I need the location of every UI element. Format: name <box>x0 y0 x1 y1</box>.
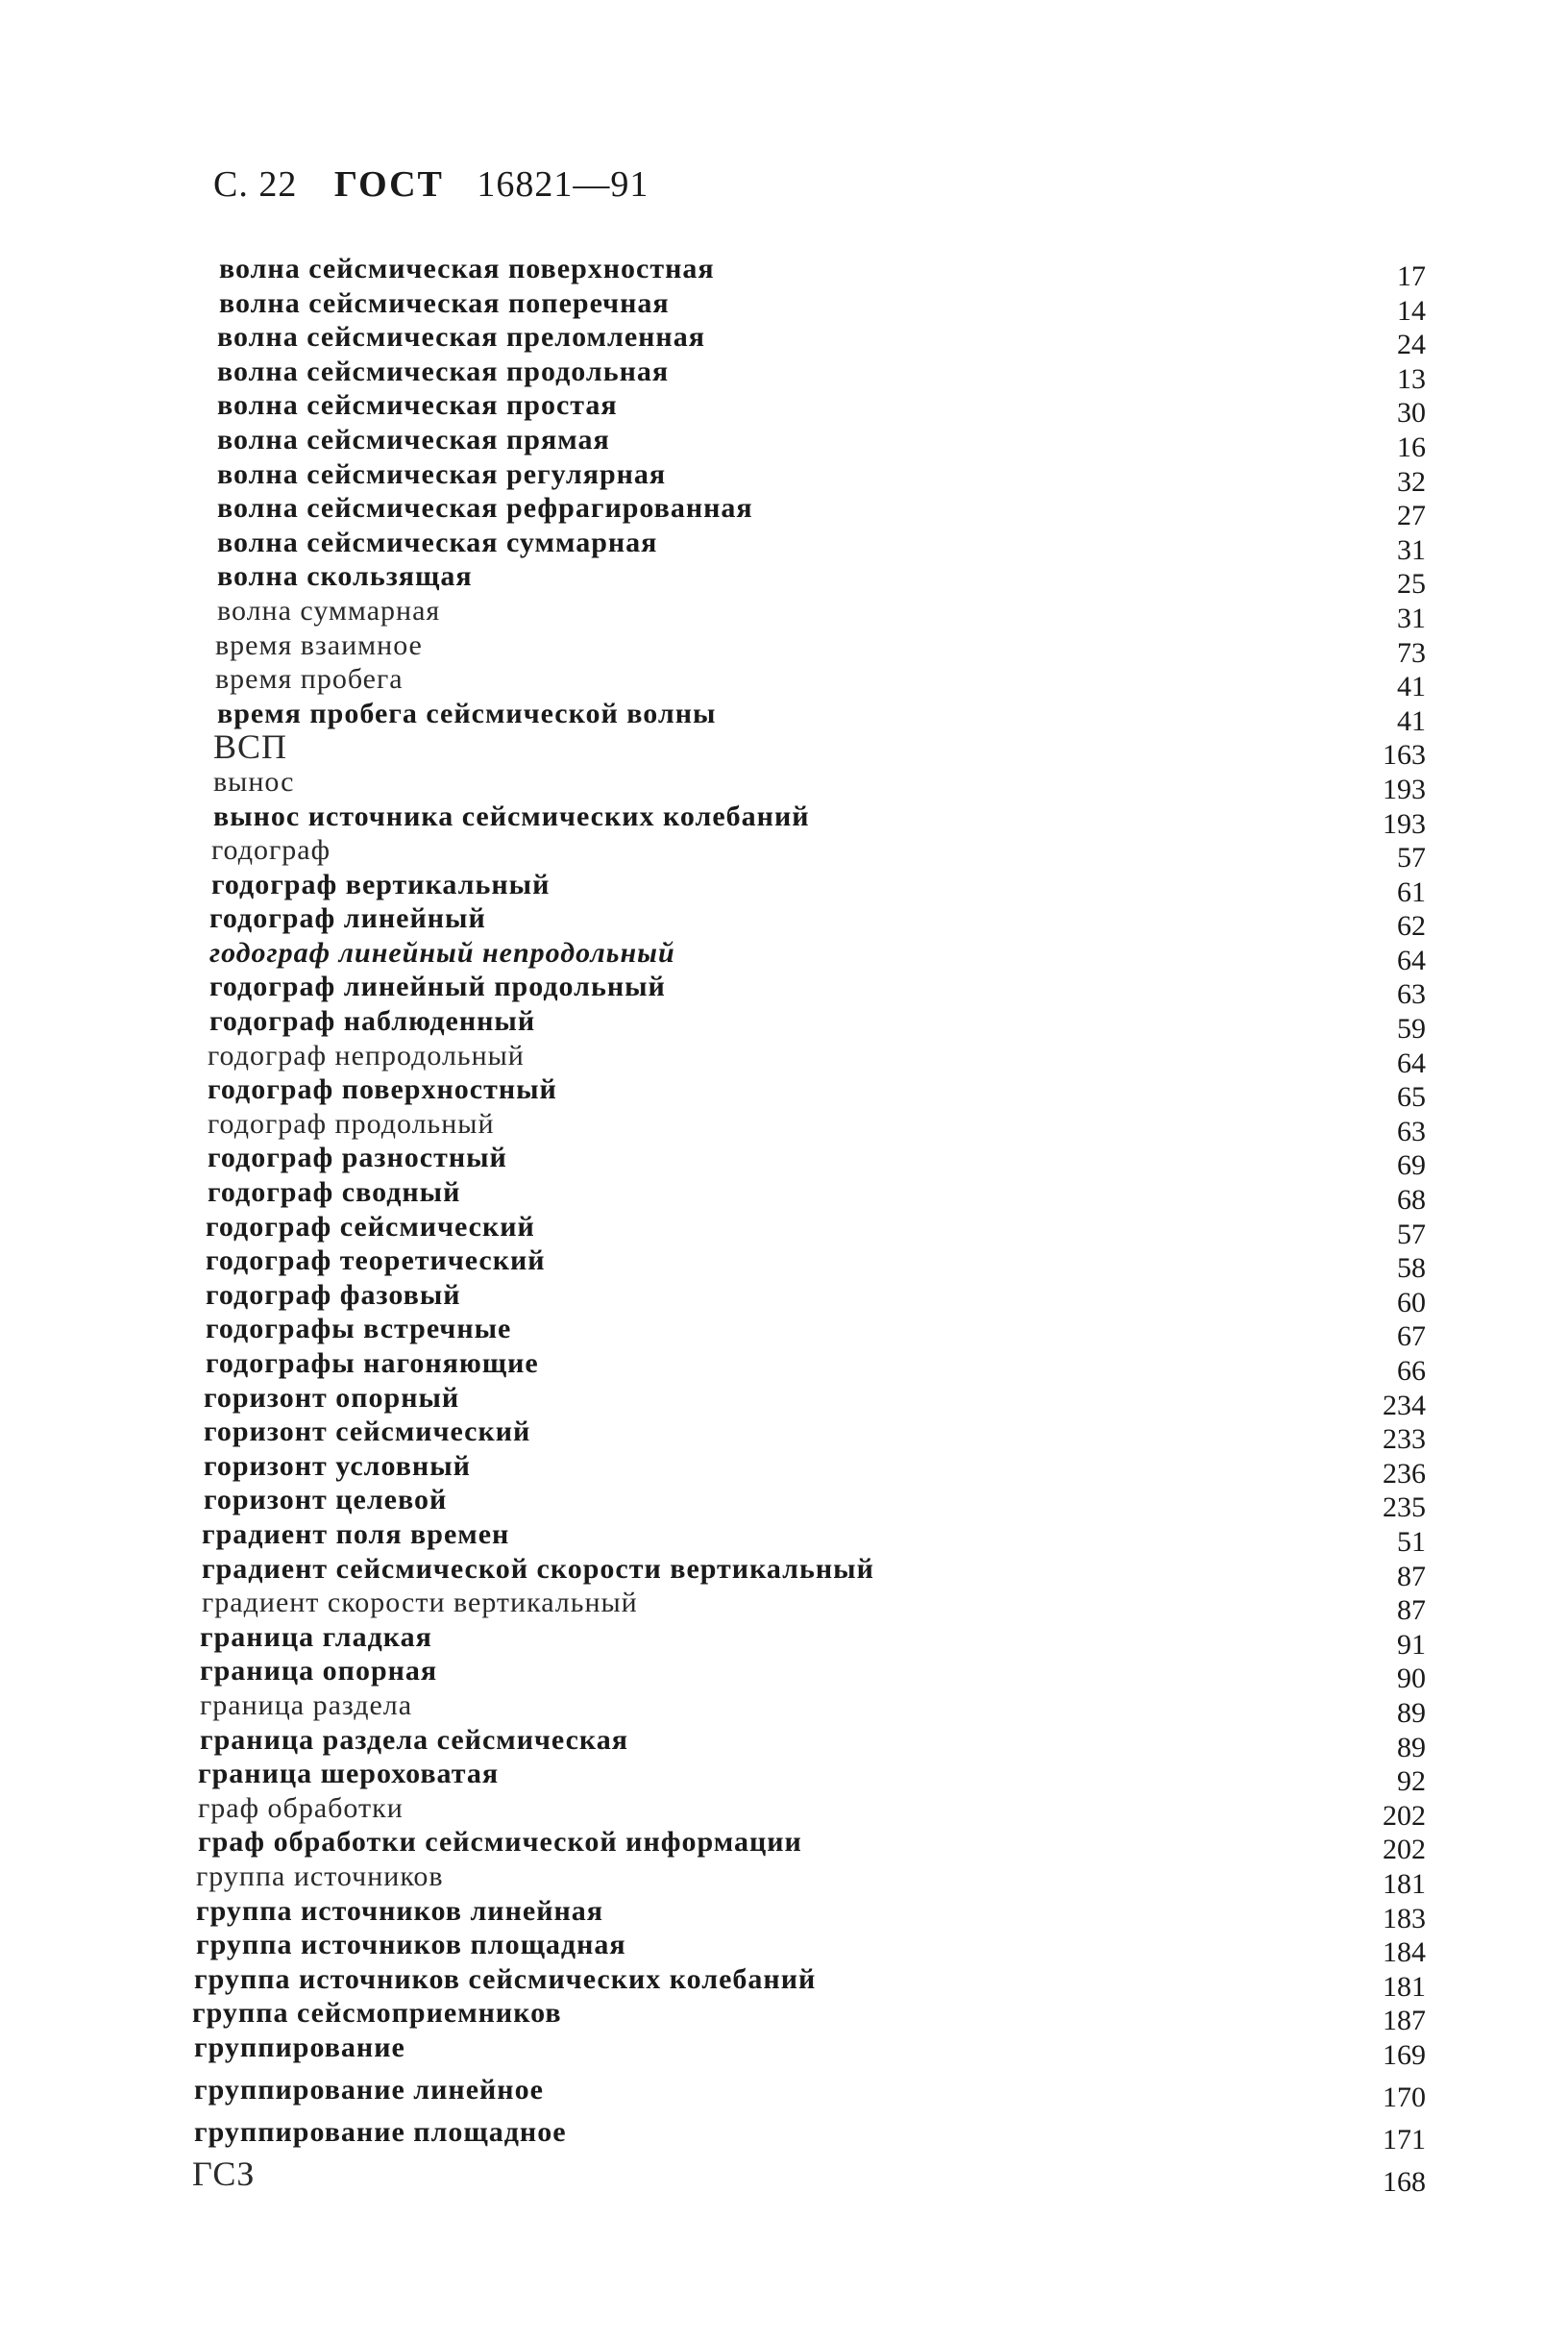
index-term: годограф <box>211 834 331 867</box>
index-term: годограф поверхностный <box>208 1073 557 1106</box>
index-entry <box>0 1654 1568 1695</box>
index-entry <box>0 1072 1568 1114</box>
index-term: градиент поля времен <box>202 1517 510 1550</box>
index-term: группа сейсмоприемников <box>192 1997 562 2030</box>
index-entry <box>0 1107 1568 1147</box>
index-entry <box>0 526 1568 566</box>
index-term: группа источников сейсмических колебаний <box>194 1962 817 1995</box>
index-entry <box>0 1278 1568 1318</box>
index-entry <box>0 1244 1568 1285</box>
index-term: группа источников <box>196 1860 444 1892</box>
index-term: горизонт опорный <box>204 1381 460 1414</box>
index-page-ref: 193 <box>1383 807 1426 840</box>
index-entry <box>0 1381 1568 1421</box>
index-term: волна сейсмическая регулярная <box>217 457 667 490</box>
index-entry <box>0 1415 1568 1456</box>
index-term: годограф продольный <box>208 1107 495 1140</box>
index-page-ref: 184 <box>1383 1936 1426 1969</box>
index-term: горизонт условный <box>204 1449 471 1482</box>
index-entry <box>0 1688 1568 1729</box>
index-entry <box>0 2115 1568 2157</box>
index-entry <box>0 1141 1568 1182</box>
index-page-ref: 27 <box>1397 500 1426 532</box>
index-term: волна сейсмическая рефрагированная <box>217 492 753 525</box>
index-entry <box>0 833 1568 874</box>
index-page-ref: 68 <box>1397 1184 1426 1217</box>
index-page-ref: 57 <box>1397 842 1426 874</box>
index-term: волна сейсмическая преломленная <box>217 321 705 354</box>
index-term: граница раздела <box>200 1688 413 1721</box>
page-number: С. 22 <box>213 164 298 205</box>
index-term: годограф фазовый <box>206 1278 461 1311</box>
index-page-ref: 235 <box>1383 1491 1426 1524</box>
index-entry <box>0 662 1568 703</box>
index-page-ref: 64 <box>1397 1047 1426 1079</box>
index-entry <box>0 1312 1568 1353</box>
index-entry <box>0 1039 1568 1079</box>
index-term: годограф разностный <box>208 1142 507 1174</box>
index-page-ref: 60 <box>1397 1286 1426 1318</box>
index-page-ref: 187 <box>1383 2005 1426 2037</box>
index-term: время пробега <box>215 663 404 696</box>
index-entry <box>0 1928 1568 1969</box>
index-term: волна сейсмическая продольная <box>217 355 670 387</box>
index-page-ref: 30 <box>1397 397 1426 430</box>
index-entry <box>0 936 1568 976</box>
index-term: группа источников площадная <box>196 1929 626 1961</box>
index-page-ref: 17 <box>1397 260 1426 292</box>
index-page-ref: 51 <box>1397 1525 1426 1558</box>
index-page-ref: 202 <box>1383 1799 1426 1832</box>
index-entry <box>0 727 1568 772</box>
index-page-ref: 63 <box>1397 978 1426 1011</box>
index-entry <box>0 765 1568 805</box>
index-entry <box>0 491 1568 532</box>
index-term: годограф непродольный <box>208 1039 525 1071</box>
index-entry <box>0 457 1568 498</box>
index-entry <box>0 1346 1568 1387</box>
index-entry <box>0 2073 1568 2115</box>
index-term: вынос источника сейсмических колебаний <box>213 800 810 832</box>
index-term: группа источников линейная <box>196 1894 603 1927</box>
index-page-ref: 25 <box>1397 568 1426 601</box>
index-page-ref: 31 <box>1397 602 1426 634</box>
index-page-ref: 234 <box>1383 1389 1426 1421</box>
index-page-ref: 169 <box>1383 2038 1426 2071</box>
index-term: годографы нагоняющие <box>206 1347 539 1379</box>
index-entry <box>0 2154 1568 2200</box>
index-page-ref: 13 <box>1397 362 1426 395</box>
index-entry <box>0 970 1568 1011</box>
index-page-ref: 89 <box>1397 1696 1426 1729</box>
index-term: годограф линейный непродольный <box>209 936 675 969</box>
index-entry <box>0 1620 1568 1661</box>
index-page-ref: 32 <box>1397 465 1426 498</box>
index-page-ref: 168 <box>1383 2165 1426 2198</box>
index-page-ref: 89 <box>1397 1731 1426 1763</box>
index-term: годограф вертикальный <box>211 868 551 900</box>
index-entry <box>0 1996 1568 2037</box>
index-term: годограф сводный <box>208 1176 461 1209</box>
index-entry <box>0 1175 1568 1217</box>
index-page-ref: 202 <box>1383 1834 1426 1866</box>
index-page-ref: 61 <box>1397 875 1426 908</box>
index-entry <box>0 1962 1568 2003</box>
index-entry <box>0 594 1568 634</box>
index-term: группирование линейное <box>194 2073 544 2106</box>
index-entry <box>0 628 1568 669</box>
index-term: годографы встречные <box>206 1313 512 1345</box>
index-entry <box>0 388 1568 430</box>
index-term: горизонт сейсмический <box>204 1416 531 1448</box>
index-page-ref: 170 <box>1383 2081 1426 2113</box>
index-term: волна суммарная <box>217 594 441 627</box>
index-entry <box>0 423 1568 463</box>
index-entry <box>0 800 1568 840</box>
index-term: граница шероховатая <box>198 1758 500 1790</box>
index-entry <box>0 1210 1568 1250</box>
index-page-ref: 14 <box>1397 294 1426 327</box>
index-page-ref: 90 <box>1397 1663 1426 1695</box>
index-entry <box>0 901 1568 943</box>
index-page-ref: 183 <box>1383 1902 1426 1934</box>
index-page-ref: 181 <box>1383 1867 1426 1900</box>
index-page-ref: 59 <box>1397 1013 1426 1046</box>
index-page-ref: 87 <box>1397 1560 1426 1592</box>
index-page-ref: 16 <box>1397 431 1426 463</box>
index-term: граф обработки сейсмической информации <box>198 1826 802 1859</box>
index-page-ref: 57 <box>1397 1218 1426 1250</box>
index-entry <box>0 252 1568 292</box>
index-term: годограф сейсмический <box>206 1210 535 1243</box>
index-page-ref: 24 <box>1397 329 1426 361</box>
index-page-ref: 41 <box>1397 704 1426 737</box>
index-term: годограф линейный <box>209 902 486 935</box>
index-term: волна сейсмическая суммарная <box>217 526 658 558</box>
index-page-ref: 181 <box>1383 1970 1426 2003</box>
index-page-ref: 87 <box>1397 1594 1426 1627</box>
index-term: волна сейсмическая простая <box>217 389 618 422</box>
index-entry <box>0 1449 1568 1490</box>
index-entry <box>0 868 1568 908</box>
index-page-ref: 31 <box>1397 533 1426 566</box>
index-term: волна сейсмическая прямая <box>217 423 610 456</box>
index-page-ref: 58 <box>1397 1252 1426 1285</box>
index-term: граф обработки <box>198 1791 404 1824</box>
index-entry <box>0 1723 1568 1763</box>
index-page-ref: 163 <box>1383 739 1426 772</box>
index-term: волна сейсмическая поперечная <box>219 286 670 319</box>
index-entry <box>0 1894 1568 1934</box>
index-term: вынос <box>213 765 295 798</box>
index-page-ref: 171 <box>1383 2123 1426 2155</box>
index-term: время пробега сейсмической волны <box>217 697 717 729</box>
index-term: волна сейсмическая поверхностная <box>219 253 715 284</box>
index-page-ref: 41 <box>1397 671 1426 703</box>
page-header <box>213 163 649 206</box>
index-page-ref: 73 <box>1397 636 1426 669</box>
index-page-ref: 69 <box>1397 1149 1426 1182</box>
index-page-ref: 236 <box>1383 1457 1426 1490</box>
term-index-list <box>0 252 1568 2200</box>
index-page-ref: 66 <box>1397 1355 1426 1387</box>
index-term: граница раздела сейсмическая <box>200 1723 628 1756</box>
index-entry <box>0 1483 1568 1524</box>
index-term: время взаимное <box>215 628 423 661</box>
index-entry <box>0 1552 1568 1592</box>
index-entry <box>0 1825 1568 1866</box>
index-page-ref: 67 <box>1397 1320 1426 1353</box>
index-page-ref: 65 <box>1397 1081 1426 1114</box>
index-term: граница гладкая <box>200 1620 432 1653</box>
index-page-ref: 92 <box>1397 1765 1426 1798</box>
index-entry <box>0 286 1568 327</box>
index-term: ГСЗ <box>192 2154 256 2193</box>
standard-label: ГОСТ <box>333 164 444 205</box>
index-entry <box>0 697 1568 737</box>
index-entry <box>0 1860 1568 1900</box>
index-page-ref: 233 <box>1383 1423 1426 1456</box>
index-term: горизонт целевой <box>204 1484 448 1516</box>
index-page-ref: 193 <box>1383 773 1426 805</box>
index-entry <box>0 320 1568 361</box>
index-page-ref: 64 <box>1397 944 1426 976</box>
index-term: годограф линейный продольный <box>209 971 666 1003</box>
index-term: градиент скорости вертикальный <box>202 1587 638 1619</box>
index-term: градиент сейсмической скорости вертикальный <box>202 1552 874 1585</box>
index-term: годограф наблюденный <box>209 1005 536 1038</box>
index-entry <box>0 2031 1568 2073</box>
index-entry <box>0 355 1568 395</box>
index-entry <box>0 1586 1568 1627</box>
index-page-ref: 63 <box>1397 1115 1426 1147</box>
index-entry <box>0 1791 1568 1832</box>
standard-number: 16821—91 <box>477 164 649 205</box>
index-term: группирование <box>194 2031 405 2063</box>
index-term: годограф теоретический <box>206 1244 546 1277</box>
index-term: граница опорная <box>200 1655 438 1687</box>
index-page-ref: 62 <box>1397 910 1426 943</box>
index-entry <box>0 1517 1568 1558</box>
index-entry <box>0 559 1568 601</box>
index-term: группирование площадное <box>194 2115 567 2148</box>
index-page-ref: 91 <box>1397 1628 1426 1661</box>
index-entry <box>0 1757 1568 1798</box>
index-entry <box>0 1004 1568 1046</box>
index-term: ВСП <box>213 727 288 767</box>
index-term: волна скользящая <box>217 560 473 593</box>
